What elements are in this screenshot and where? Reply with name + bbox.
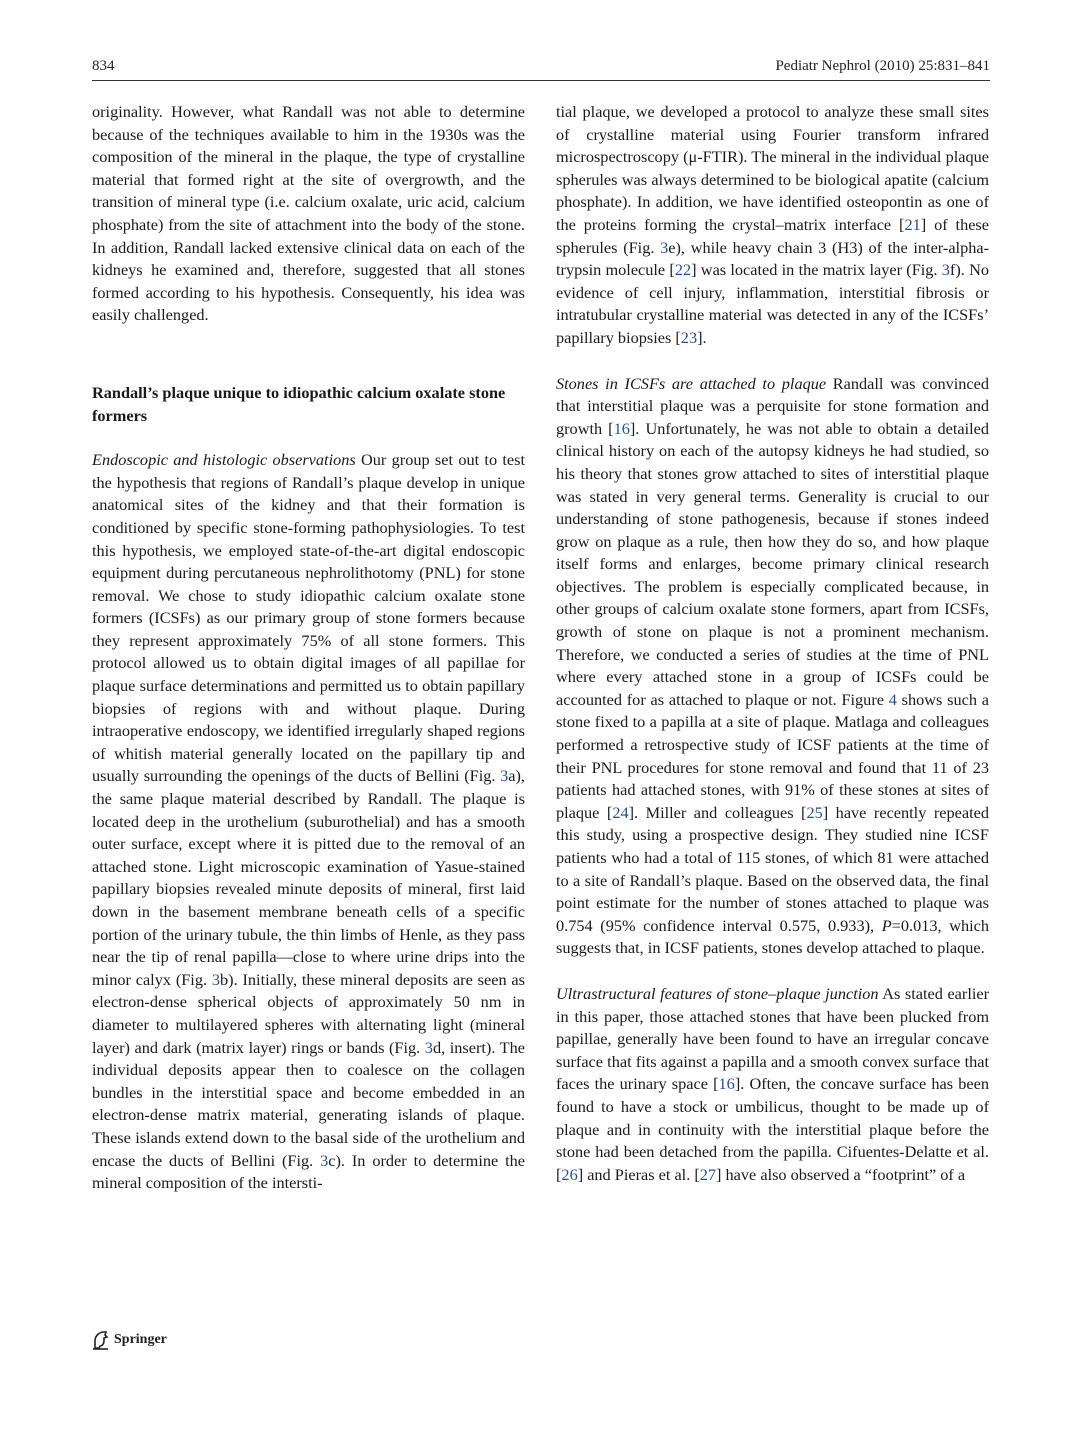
citation-link[interactable]: 23 bbox=[680, 327, 698, 347]
paragraph: Ultrastructural features of stone–plaque junction As stated earlier in this paper, those attached stones that have been plucked from papillae, generally have been found to have an irregular concave surface that fits against a papilla and a smooth convex surface that faces the urinary space [16]. Often, the concave surface has been found to have a stock or umbilicus, thought to be made up of plaque and in continuity with the interstitial plaque before the stone had been detached from the papilla. Cifuentes-Delatte et al. [26] and Pieras et al. [27] have also observed a “footprint” of a bbox=[556, 983, 990, 1184]
citation-link[interactable]: 25 bbox=[806, 802, 823, 822]
paragraph: Stones in ICSFs are attached to plaque Randall was convinced that interstitial plaque was a perquisite for stone formation and growth [16]. Unfortunately, he was not able to obtain a detailed clinical history on each of the autopsy kidneys he had studied, so his theory that stones grow attached to sites of interstitial plaque was stated in very general terms. Generality is crucial to our understanding of stone pathogenesis, because if stones indeed grow on plaque as a rule, then how they do so, and how plaque itself forms and enlarges, become primary clinical research objectives. The problem is especially complicated because, in other groups of calcium oxalate stone formers, apart from ICSFs, growth of stone on plaque is not a prominent mechanism. Therefore, we conducted a series of studies at the time of PNL where every attached stone in a group of ICSFs could be accounted for as attached to plaque or not. Figure 4 shows such a stone fixed to a papilla at a site of plaque. Matlaga and colleagues performed a retrospective study of ICSF patients at the time of their PNL procedures for stone removal and found that 11 of 23 patients had attached stones, with 91% of these stones at sites of plaque [24]. Miller and colleagues [25] have recently repeated this study, using a prospective design. They studied nine ICSF patients who had a total of 115 stones, of which 81 were attached to a site of Randall’s plaque. Based on the observed data, the final point estimate for the number of stones attached to plaque was 0.754 (95% confidence interval 0.575, 0.933), P=0.013, which suggests that, in ICSF patients, stones develop attached to plaque. bbox=[556, 373, 989, 958]
citation-link[interactable]: 26 bbox=[561, 1164, 578, 1184]
section-heading: Randall’s plaque unique to idiopathic calcium oxalate stone formers bbox=[92, 382, 506, 425]
publisher-footer bbox=[92, 1328, 167, 1352]
run-in-heading: Ultrastructural features of stone–plaque junction bbox=[556, 983, 879, 1003]
figure-link[interactable]: 4 bbox=[888, 689, 897, 709]
figure-link[interactable]: 3 bbox=[660, 237, 669, 257]
springer-horse-icon bbox=[92, 1330, 110, 1350]
run-in-heading: Stones in ICSFs are attached to plaque bbox=[556, 373, 827, 393]
page-number: 834 bbox=[92, 58, 115, 74]
header-rule bbox=[92, 80, 990, 81]
left-column bbox=[92, 101, 525, 1195]
publisher-name: Springer bbox=[114, 1332, 167, 1347]
figure-link[interactable]: 3 bbox=[941, 260, 950, 280]
run-in-heading: Endoscopic and histologic observations bbox=[92, 450, 356, 470]
citation-link[interactable]: 16 bbox=[718, 1074, 735, 1094]
figure-link[interactable]: 3 bbox=[424, 1037, 433, 1057]
right-column bbox=[556, 101, 989, 1186]
citation-link[interactable]: 22 bbox=[674, 260, 692, 280]
figure-link[interactable]: 3 bbox=[320, 1150, 329, 1170]
p-value-symbol: P bbox=[881, 915, 892, 935]
paragraph: tial plaque, we developed a protocol to analyze these small sites of crystalline material using Fourier transform infrared microspectroscopy (μ-FTIR). The mineral in the individual plaque spherules was always determined to be biological apatite (calcium phosphate). In addition, we have identified osteopontin as one of the proteins forming the crystal–matrix interface [21] of these spherules (Fig. 3e), while heavy chain 3 (H3) of the inter-alpha-trypsin molecule [22] was located in the matrix layer (Fig. 3f). No evidence of cell injury, inflammation, interstitial fibrosis or intratubular crystalline material was detected in any of the ICSFs’ papillary biopsies [23]. bbox=[556, 102, 989, 347]
citation-link[interactable]: 24 bbox=[612, 802, 629, 822]
citation-link[interactable]: 21 bbox=[904, 214, 921, 234]
figure-link[interactable]: 3 bbox=[500, 766, 509, 786]
paragraph: Endoscopic and histologic observations Our group set out to test the hypothesis that regions of Randall’s plaque develop in unique anatomical sites of the kidney and that their formation is conditioned by specific stone-forming pathophysiologies. To test this hypothesis, we employed state-of-the-art digital endoscopic equipment during percutaneous nephrolithotomy (PNL) for stone removal. We chose to study idiopathic calcium oxalate stone formers (ICSFs) as our primary group of stone formers because they represent approximately 75% of all stone formers. This protocol allowed us to obtain digital images of all papillae for plaque surface determinations and permitted us to obtain papillary biopsies of regions with and without plaque. During intraoperative endoscopy, we identified irregularly shaped regions of whitish material generally located on the papillary tip and usually surrounding the openings of the ducts of Bellini (Fig. 3a), the same plaque material described by Randall. The plaque is located deep in the urothelium (suburothelial) and has a smooth outer surface, except where it is pitted due to the removal of an attached stone. Light microscopic examination of Yasue-stained papillary biopsies revealed minute deposits of mineral, first laid down in the basement membrane beneath cells of a specific portion of the urinary tubule, the thin limbs of Henle, as they pass near the tip of renal papilla—close to where urine drips into the minor calyx (Fig. 3b). Initially, these mineral deposits are seen as electron-dense spherical objects of approximately 50 nm in diameter to multilayered spheres with alternating light (mineral layer) and dark (matrix layer) rings or bands (Fig. 3d, insert). The individual deposits appear then to coalesce on the collagen bundles in the interstitial space and become embedded in an electron-dense matrix material, generating islands of plaque. These islands extend down to the basal side of the urothelium and encase the ducts of Bellini (Fig. 3c). In order to determine the mineral composition of the intersti- bbox=[92, 450, 526, 1193]
figure-link[interactable]: 3 bbox=[211, 969, 221, 989]
paragraph: originality. However, what Randall was not able to determine because of the techniques available to him in the 1930s was the composition of the mineral in the plaque, the type of crystalline material that formed right at the site of overgrowth, and the transition of mineral type (i.e. calcium oxalate, uric acid, calcium phosphate) from the site of attachment into the body of the stone. In addition, Randall lacked extensive clinical data on each of the kidneys he examined and, therefore, suggested that all stones formed according to his hypothesis. Consequently, his idea was easily challenged. bbox=[92, 102, 525, 325]
running-header bbox=[92, 58, 990, 80]
citation-link[interactable]: 27 bbox=[699, 1164, 717, 1184]
journal-citation: Pediatr Nephrol (2010) 25:831–841 bbox=[775, 58, 990, 74]
citation-link[interactable]: 16 bbox=[613, 418, 630, 438]
